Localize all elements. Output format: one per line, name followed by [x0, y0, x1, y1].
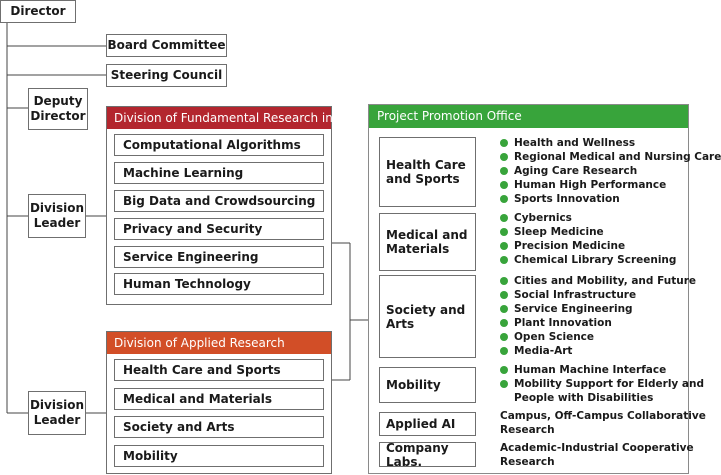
division-leader-2-line-1: Division: [29, 398, 85, 412]
director-box: [0, 0, 76, 23]
list-item: Mobility Support for Elderly and: [500, 377, 704, 391]
bullet-dot-icon: [500, 319, 508, 327]
bullet-dot-icon: [500, 139, 508, 147]
list-item: Aging Care Research: [500, 164, 721, 178]
list-item: Sports Innovation: [500, 192, 721, 206]
category-label-line: Applied AI: [386, 417, 456, 431]
bullet-dot-icon: [500, 228, 508, 236]
list-item: Precision Medicine: [500, 239, 676, 253]
board-committee-box: [106, 34, 227, 57]
ppo-category-company-labs: [379, 442, 476, 467]
deputy-director-line-2: Director: [30, 109, 86, 123]
list-item: Sleep Medicine: [500, 225, 676, 239]
category-label-line: Society and: [386, 302, 466, 317]
company-labs-note: Academic-Industrial Cooperative Research: [500, 442, 694, 468]
bullet-dot-icon: [500, 242, 508, 250]
project-promotion-office-title: Project Promotion Office: [369, 105, 688, 128]
category-label-line: Company Labs.: [386, 440, 449, 469]
medical-materials-topic-list: [500, 211, 676, 267]
fundamental-item: Machine Learning: [114, 162, 324, 184]
mobility-topic-list: [500, 363, 704, 405]
list-item: Service Engineering: [500, 302, 696, 316]
fundamental-item: Privacy and Security: [114, 218, 324, 240]
list-item: Chemical Library Screening: [500, 253, 676, 267]
fundamental-item: Computational Algorithms: [114, 134, 324, 156]
bullet-dot-icon: [500, 291, 508, 299]
list-item: Open Science: [500, 330, 696, 344]
list-item: Cities and Mobility, and Future: [500, 274, 696, 288]
division-leader-1-line-1: Division: [29, 201, 85, 215]
bullet-dot-icon: [500, 181, 508, 189]
ppo-category-applied-ai: [379, 412, 476, 436]
category-label-line: and Sports: [386, 172, 460, 186]
list-item: Health and Wellness: [500, 136, 721, 150]
bullet-dot-icon: [500, 195, 508, 203]
category-label-line: Mobility: [386, 378, 441, 392]
director-label: Director: [10, 4, 66, 18]
fundamental-division-title: Division of Fundamental Research in AI: [107, 107, 331, 129]
bullet-dot-icon: [500, 277, 508, 285]
ppo-category-mobility: [379, 367, 476, 403]
steering-council-label: Steering Council: [110, 68, 223, 82]
division-leader-2-line-2: Leader: [33, 413, 81, 427]
deputy-director-box: [28, 88, 88, 130]
ppo-category-health-care: [379, 137, 476, 207]
division-leader-1-box: [28, 194, 86, 238]
list-item: Regional Medical and Nursing Care: [500, 150, 721, 164]
list-item: People with Disabilities: [514, 392, 654, 404]
bullet-dot-icon: [500, 380, 508, 388]
ppo-category-society-arts: [379, 275, 476, 358]
bullet-dot-icon: [500, 333, 508, 341]
bullet-dot-icon: [500, 305, 508, 313]
board-committee-label: Board Committee: [107, 38, 226, 52]
bullet-dot-icon: [500, 256, 508, 264]
bullet-dot-icon: [500, 366, 508, 374]
list-item: Media-Art: [500, 344, 696, 358]
applied-division-title: Division of Applied Research: [107, 332, 331, 354]
category-label-line: Arts: [386, 316, 415, 331]
list-item: Human Machine Interface: [500, 363, 704, 377]
steering-council-box: [106, 64, 227, 87]
applied-item: Health Care and Sports: [114, 359, 324, 381]
health-care-topic-list: [500, 136, 721, 206]
bullet-dot-icon: [500, 167, 508, 175]
list-item: Human High Performance: [500, 178, 721, 192]
list-item: Plant Innovation: [500, 316, 696, 330]
fundamental-division-panel: [106, 106, 349, 305]
applied-division-panel: [106, 331, 332, 474]
bullet-dot-icon: [500, 347, 508, 355]
fundamental-item: Big Data and Crowdsourcing: [114, 190, 324, 212]
fundamental-item: Human Technology: [114, 273, 324, 295]
category-label-line: Medical and: [386, 228, 468, 242]
category-label-line: Materials: [386, 242, 450, 256]
list-item: Social Infrastructure: [500, 288, 696, 302]
applied-item: Medical and Materials: [114, 388, 324, 410]
project-promotion-office-panel: [368, 104, 721, 474]
bullet-dot-icon: [500, 214, 508, 222]
applied-item: Mobility: [114, 445, 324, 467]
applied-item: Society and Arts: [114, 416, 324, 438]
category-label-line: Health Care: [386, 158, 466, 172]
division-leader-2-box: [28, 391, 86, 435]
applied-ai-note: Campus, Off-Campus Collaborative Research: [500, 410, 706, 436]
bullet-dot-icon: [500, 153, 508, 161]
society-arts-topic-list: [500, 274, 696, 358]
ppo-category-medical-materials: [379, 213, 476, 271]
deputy-director-line-1: Deputy: [33, 94, 83, 108]
list-item: Cybernics: [500, 211, 676, 225]
fundamental-item: Service Engineering: [114, 246, 324, 268]
division-leader-1-line-2: Leader: [33, 216, 81, 230]
